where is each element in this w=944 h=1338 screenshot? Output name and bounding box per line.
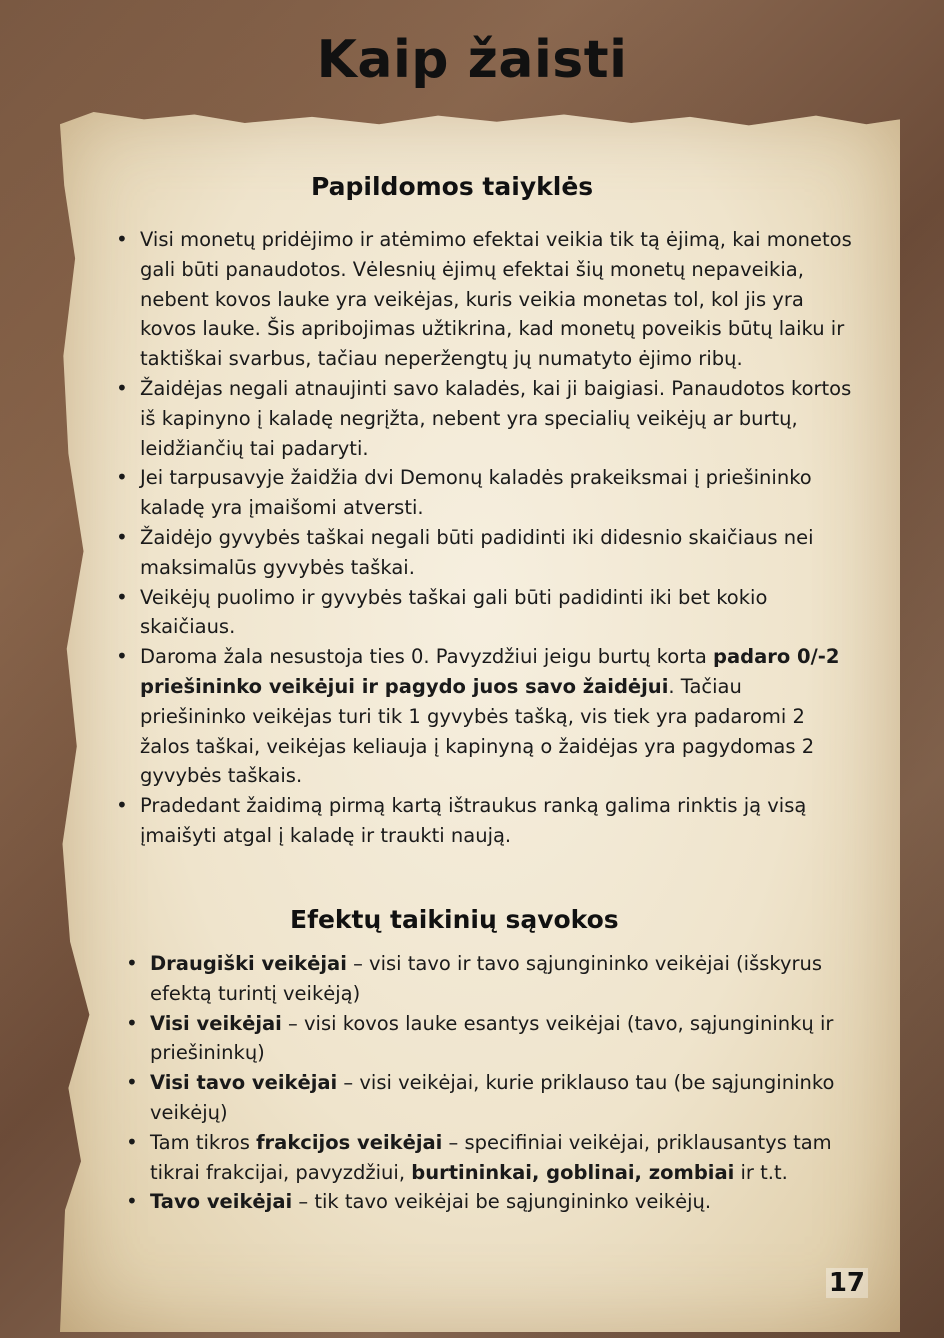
rules-list <box>114 225 854 851</box>
text: – specifiniai veikėjai, priklausantys tam tikrai frakcijai, pavyzdžiui, <box>150 1130 832 1184</box>
text: Žaidėjo gyvybės taškai negali būti padidinti iki didesnio skaičiaus nei maksimalūs gyvybės taškai. <box>140 525 814 579</box>
text: ir t.t. <box>734 1160 788 1184</box>
text: Pradedant žaidimą pirmą kartą ištraukus ranką galima rinktis ją visą įmaišyti atgal į kaladę ir traukti naują. <box>140 794 807 847</box>
rule-item <box>114 374 854 463</box>
text: – visi tavo ir tavo sąjungininko veikėjai (išskyrus efektą turintį veikėją) <box>150 952 823 1005</box>
target-item <box>124 1068 864 1128</box>
page-title: Kaip žaisti <box>316 30 628 90</box>
text: Tam tikros <box>150 1130 257 1154</box>
rule-item <box>114 523 854 583</box>
text: – visi veikėjai, kurie priklauso tau (be sąjungininko veikėjų) <box>150 1071 835 1124</box>
text: . Tačiau priešininko veikėjas turi tik 1 gyvybės tašką, vis tiek yra padaromi 2 žalos taškai, veikėjas keliauja į kapinyną o žaidėjas yra pagydomas 2 gyvybės taškais. <box>140 674 815 788</box>
target-item <box>124 1187 864 1217</box>
rule-item <box>114 791 854 851</box>
target-item <box>124 949 864 1009</box>
text: – tik tavo veikėjai be sąjungininko veikėjų. <box>292 1190 712 1214</box>
text: Jei tarpusavyje žaidžia dvi Demonų kaladės prakeiksmai į priešininko kaladę yra įmaišomi atversti. <box>140 466 812 520</box>
text: Daroma žala nesustoja ties 0. Pavyzdžiui jeigu burtų korta <box>140 645 713 669</box>
rules-section-title: Papildomos taiyklės <box>311 172 594 201</box>
targets-section-title: Efektų taikinių sąvokos <box>290 905 619 934</box>
bold-text: Draugiški veikėjai <box>150 952 347 975</box>
bold-text: Visi tavo veikėjai <box>150 1071 338 1095</box>
target-item <box>124 1009 864 1069</box>
bold-text: Visi veikėjai <box>150 1011 282 1035</box>
text: Žaidėjas negali atnaujinti savo kaladės, kai ji baigiasi. Panaudotos kortos iš kapinyno į kaladę negrįžta, nebent yra specialių veikėjų ar burtų, leidžiančių tai padaryti. <box>140 376 852 460</box>
text: Visi monetų pridėjimo ir atėmimo efektai veikia tik tą ėjimą, kai monetos gali būti panaudotos. Vėlesnių ėjimų efektai šių monetų nepaveikia, nebent kovos lauke yra veikėjas, kuris veikia monetas tol, kol jis yra kovos lauke. Šis apribojimas užtikrina, kad monetų poveikis būtų laiku ir taktiškai svarbus, tačiau neperžengtų jų numatyto ėjimo ribų. <box>140 228 852 371</box>
rule-item <box>114 583 854 643</box>
bold-text: padaro 0/-2 priešininko veikėjui ir pagydo juos savo žaidėjui <box>140 645 840 698</box>
bold-text: frakcijos veikėjai <box>256 1130 443 1154</box>
rule-item <box>114 642 854 791</box>
targets-list <box>124 949 864 1217</box>
page-number: 17 <box>826 1268 868 1298</box>
text: Veikėjų puolimo ir gyvybės taškai gali būti padidinti iki bet kokio skaičiaus. <box>140 585 768 639</box>
bold-text: burtininkai, goblinai, zombiai <box>411 1160 735 1184</box>
rule-item <box>114 225 854 374</box>
bold-text: Tavo veikėjai <box>150 1190 293 1214</box>
rule-item <box>114 463 854 523</box>
target-item <box>124 1128 864 1188</box>
text: – visi kovos lauke esantys veikėjai (tavo, sąjungininkų ir priešininkų) <box>150 1011 834 1065</box>
